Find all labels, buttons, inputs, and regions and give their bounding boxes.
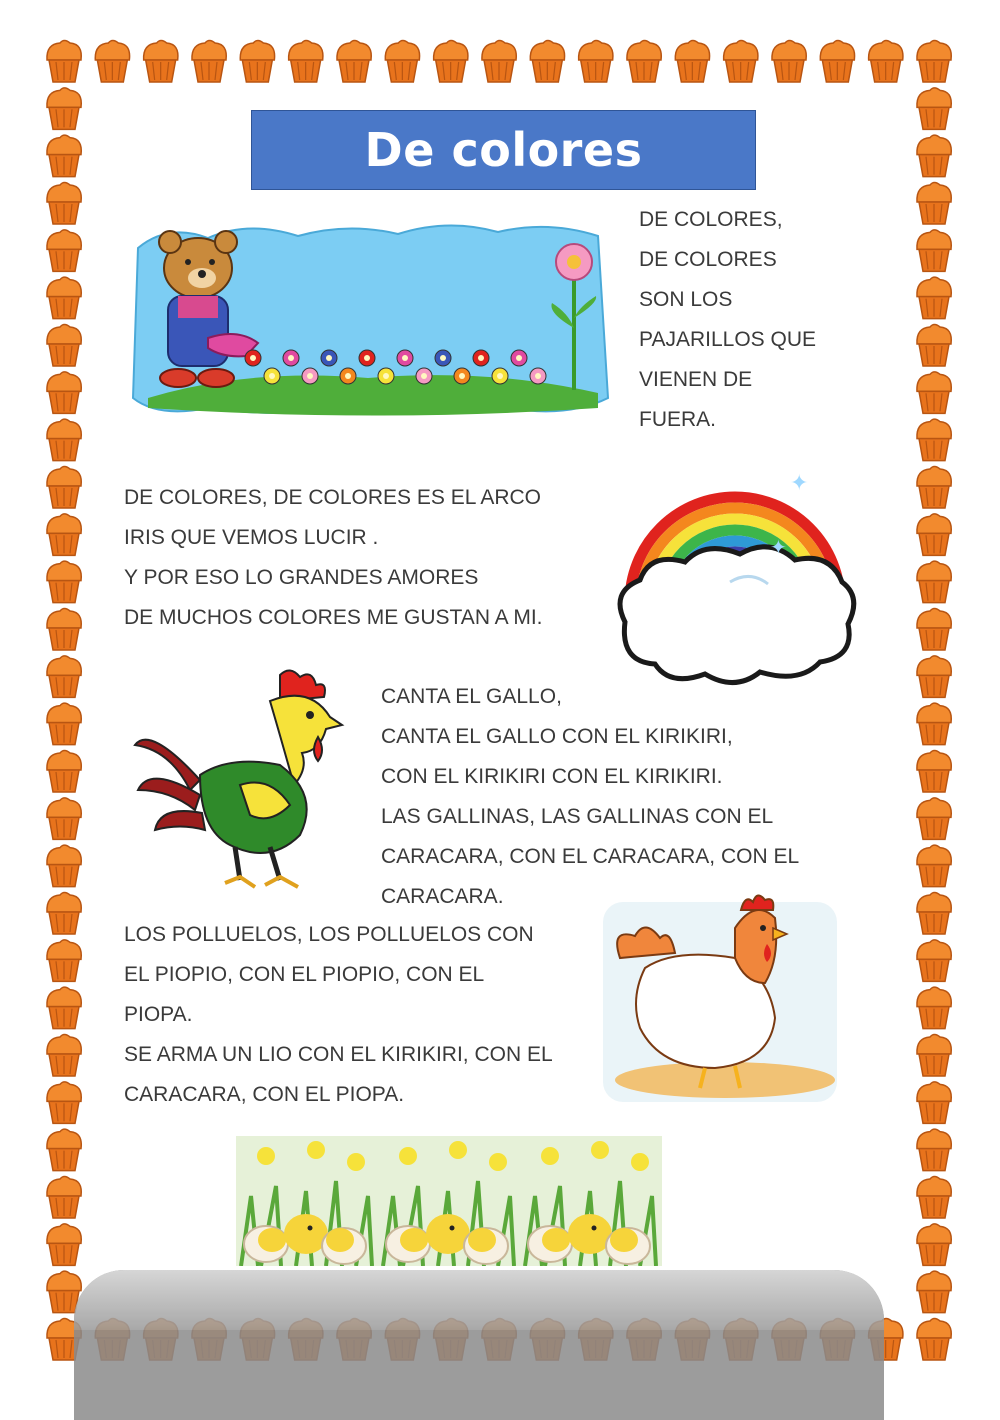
flower-center [288, 355, 294, 361]
flower-center [535, 373, 541, 379]
muffin-icon [289, 41, 323, 83]
muffin-icon [917, 183, 951, 225]
stanza-line: CARACARA, CON EL PIOPA. [124, 1083, 405, 1106]
muffin-icon [820, 41, 854, 83]
muffin-icon [675, 41, 709, 83]
muffin-icon [47, 609, 81, 651]
muffin-icon [47, 325, 81, 367]
flower-center [421, 373, 427, 379]
muffin-icon [917, 561, 951, 603]
muffin-icon [917, 656, 951, 698]
muffin-icon [47, 183, 81, 225]
muffin-icon [47, 135, 81, 177]
svg-text:✦: ✦ [790, 471, 809, 496]
muffin-icon [47, 798, 81, 840]
flower-center [307, 373, 313, 379]
muffin-icon [482, 41, 516, 83]
muffin-icon [47, 751, 81, 793]
muffin-icon [47, 467, 81, 509]
stanza-line: SON LOS [639, 288, 733, 311]
muffin-icon [917, 514, 951, 556]
stanza-line: PAJARILLOS QUE [639, 328, 817, 351]
muffin-icon [47, 514, 81, 556]
stanza-line: CARACARA, CON EL CARACARA, CON EL [381, 845, 800, 868]
muffin-icon [47, 1177, 81, 1219]
muffin-icon [47, 561, 81, 603]
stanza-line: DE COLORES [639, 248, 777, 271]
stanza-line: SE ARMA UN LIO CON EL KIRIKIRI, CON EL [124, 1043, 553, 1066]
hen-illustration [595, 888, 845, 1108]
flower-center [326, 355, 332, 361]
muffin-icon [917, 41, 951, 83]
flower-center [269, 373, 275, 379]
muffin-icon [917, 987, 951, 1029]
muffin-icon [47, 1035, 81, 1077]
muffin-icon [917, 798, 951, 840]
muffin-icon [917, 1082, 951, 1124]
flower-center [250, 355, 256, 361]
muffin-icon [47, 1082, 81, 1124]
muffin-icon [917, 751, 951, 793]
muffin-icon [47, 41, 81, 83]
stanza-line: CON EL KIRIKIRI CON EL KIRIKIRI. [381, 765, 723, 788]
muffin-icon [47, 372, 81, 414]
muffin-icon [772, 41, 806, 83]
stanza-line: CANTA EL GALLO CON EL KIRIKIRI, [381, 725, 733, 748]
muffin-icon [47, 1129, 81, 1171]
muffin-icon [917, 1035, 951, 1077]
muffin-icon [917, 1319, 951, 1361]
flower-center [478, 355, 484, 361]
stanza-line: LAS GALLINAS, LAS GALLINAS CON EL [381, 805, 774, 828]
muffin-icon [95, 41, 129, 83]
muffin-icon [917, 135, 951, 177]
rainbow-cloud-illustration [610, 452, 860, 692]
title-banner [251, 110, 756, 190]
muffin-icon [385, 41, 419, 83]
stanza-line: LOS POLLUELOS, LOS POLLUELOS CON [124, 923, 534, 946]
muffin-icon [47, 893, 81, 935]
flower-center [345, 373, 351, 379]
page-title: De colores [364, 123, 643, 177]
stanza-1 [639, 200, 816, 440]
flower-center [516, 355, 522, 361]
stanza-line: VIENEN DE [639, 368, 753, 391]
flower-center [402, 355, 408, 361]
chicks-strip-illustration [236, 1136, 662, 1266]
muffin-icon [724, 41, 758, 83]
muffin-icon [627, 41, 661, 83]
muffin-icon [917, 88, 951, 130]
footer-gray-box [74, 1270, 884, 1420]
muffin-icon [917, 609, 951, 651]
muffin-icon [917, 325, 951, 367]
muffin-icon [47, 1224, 81, 1266]
muffin-icon [47, 940, 81, 982]
muffin-icon [917, 1129, 951, 1171]
flower-center [383, 373, 389, 379]
rooster-illustration [130, 665, 350, 905]
muffin-icon [240, 41, 274, 83]
muffin-icon [47, 88, 81, 130]
bear-garden-illustration [128, 218, 618, 418]
stanza-2 [124, 478, 543, 638]
muffin-icon [47, 277, 81, 319]
muffin-icon [337, 41, 371, 83]
muffin-icon [144, 41, 178, 83]
svg-text:✦: ✦ [770, 535, 787, 559]
flower-center [497, 373, 503, 379]
muffin-icon [917, 277, 951, 319]
muffin-icon [917, 230, 951, 271]
stanza-line: IRIS QUE VEMOS LUCIR . [124, 526, 379, 549]
stanza-4 [124, 915, 553, 1115]
muffin-icon [917, 1224, 951, 1266]
muffin-icon [579, 41, 613, 83]
stanza-line: EL PIOPIO, CON EL PIOPIO, CON EL [124, 963, 485, 986]
muffin-icon [47, 845, 81, 887]
muffin-icon [917, 703, 951, 745]
stanza-line: DE COLORES, [639, 208, 783, 231]
muffin-icon [192, 41, 226, 83]
stanza-line: PIOPA. [124, 1003, 193, 1026]
stanza-line: CANTA EL GALLO, [381, 685, 562, 708]
flower-center [364, 355, 370, 361]
stanza-line: DE MUCHOS COLORES ME GUSTAN A MI. [124, 606, 543, 629]
muffin-icon [917, 845, 951, 887]
muffin-icon [869, 41, 903, 83]
muffin-icon [47, 230, 81, 271]
flower-center [440, 355, 446, 361]
muffin-icon [917, 1177, 951, 1219]
muffin-icon [917, 467, 951, 509]
muffin-icon [917, 419, 951, 461]
muffin-icon [917, 940, 951, 982]
muffin-icon [47, 987, 81, 1029]
stanza-line: CARACARA. [381, 885, 504, 908]
muffin-icon [917, 893, 951, 935]
muffin-icon [47, 419, 81, 461]
flower-center [459, 373, 465, 379]
muffin-icon [917, 1271, 951, 1313]
muffin-icon [434, 41, 468, 83]
muffin-icon [530, 41, 564, 83]
muffin-icon [47, 656, 81, 698]
stanza-line: Y POR ESO LO GRANDES AMORES [124, 566, 479, 589]
muffin-icon [917, 372, 951, 414]
stanza-line: FUERA. [639, 408, 717, 431]
stanza-line: DE COLORES, DE COLORES ES EL ARCO [124, 486, 542, 509]
muffin-icon [47, 703, 81, 745]
stanza-3 [381, 677, 799, 917]
